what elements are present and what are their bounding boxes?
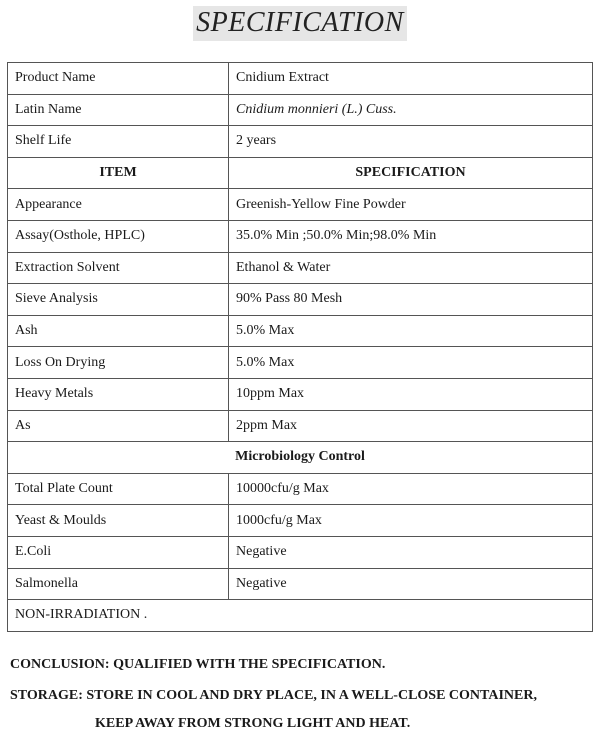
info-value: 2 years [229,126,593,158]
table-row [8,189,593,221]
table-row [8,536,593,568]
info-row-product-name [8,63,593,95]
table-row [8,284,593,316]
specification-cell: 2ppm Max [229,410,593,442]
table-header-row [8,157,593,189]
specification-cell: 90% Pass 80 Mesh [229,284,593,316]
item-cell: Sieve Analysis [8,284,229,316]
table-row [8,252,593,284]
specification-cell: 10ppm Max [229,378,593,410]
specification-cell: 10000cfu/g Max [229,473,593,505]
document-title: SPECIFICATION [193,6,407,41]
info-label: Latin Name [8,94,229,126]
info-row-latin-name [8,94,593,126]
item-cell: Extraction Solvent [8,252,229,284]
item-cell: E.Coli [8,536,229,568]
table-row [8,568,593,600]
storage-text-line-1: STORAGE: STORE IN COOL AND DRY PLACE, IN A WELL-CLOSE CONTAINER, [10,688,537,703]
table-row [8,378,593,410]
title-wrapper [0,6,600,41]
table-row [8,505,593,537]
item-cell: Salmonella [8,568,229,600]
specification-cell: Negative [229,568,593,600]
storage-text-line-2: KEEP AWAY FROM STRONG LIGHT AND HEAT. [95,716,411,731]
item-cell: Heavy Metals [8,378,229,410]
table-row [8,347,593,379]
info-row-shelf-life [8,126,593,158]
specification-cell: 5.0% Max [229,315,593,347]
section-header-microbiology: Microbiology Control [8,442,593,474]
specification-cell: 1000cfu/g Max [229,505,593,537]
specification-cell: Negative [229,536,593,568]
specification-cell: 5.0% Max [229,347,593,379]
table-row [8,220,593,252]
conclusion-text: CONCLUSION: QUALIFIED WITH THE SPECIFICATION. [10,657,386,672]
note-row [8,600,593,632]
specification-cell: Ethanol & Water [229,252,593,284]
table-row [8,473,593,505]
item-cell: Assay(Osthole, HPLC) [8,220,229,252]
item-cell: Loss On Drying [8,347,229,379]
table-row [8,410,593,442]
item-cell: Ash [8,315,229,347]
specification-cell: Greenish-Yellow Fine Powder [229,189,593,221]
section-header-row [8,442,593,474]
info-label: Shelf Life [8,126,229,158]
item-cell: Yeast & Moulds [8,505,229,537]
info-value: Cnidium monnieri (L.) Cuss. [229,94,593,126]
info-label: Product Name [8,63,229,95]
info-value: Cnidium Extract [229,63,593,95]
item-cell: As [8,410,229,442]
item-cell: Appearance [8,189,229,221]
item-cell: Total Plate Count [8,473,229,505]
table-row [8,315,593,347]
column-header-specification: SPECIFICATION [229,157,593,189]
column-header-item: ITEM [8,157,229,189]
specification-cell: 35.0% Min ;50.0% Min;98.0% Min [229,220,593,252]
non-irradiation-note: NON-IRRADIATION . [8,600,593,632]
specification-table [7,62,593,632]
